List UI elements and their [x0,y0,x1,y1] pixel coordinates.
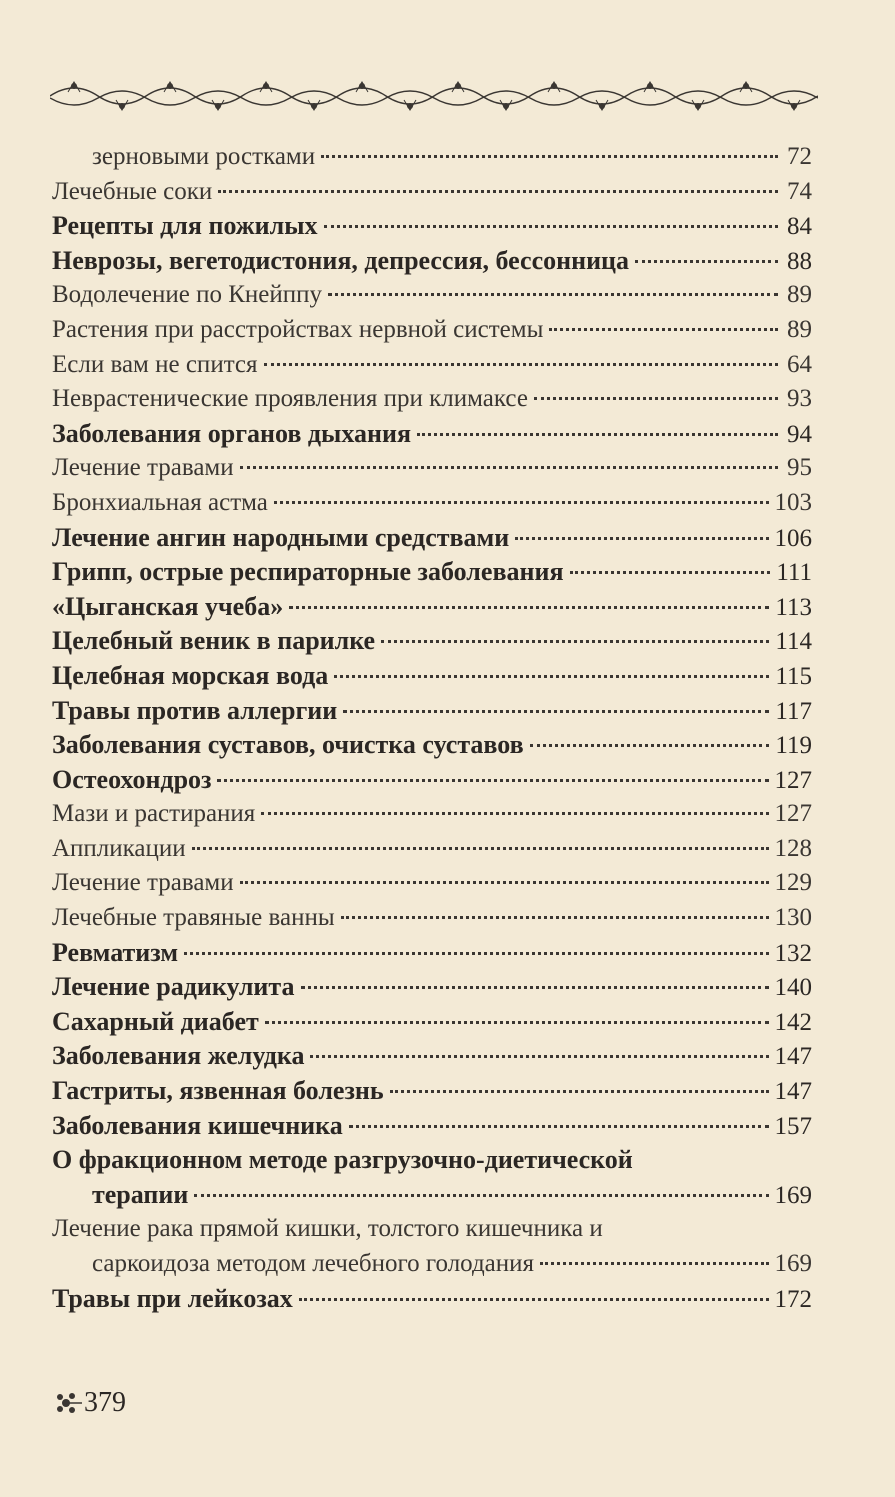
dot-leader [570,571,771,574]
dot-leader [530,744,770,747]
toc-entry-page: 95 [787,454,812,482]
toc-entry [52,901,812,936]
toc-entry-title: Сахарный диабет [52,1006,259,1036]
dot-leader [381,640,769,643]
toc-entry [52,1005,812,1040]
toc-entry [52,382,812,417]
toc-entry [52,555,812,590]
toc-entry-page: 129 [774,869,812,897]
toc-entry-title: Лечебные травяные ванны [52,904,335,932]
toc-entry-page: 94 [787,420,812,448]
toc-entry-title: Целебный веник в парилке [52,626,376,656]
dot-leader [240,466,778,469]
dot-leader [289,606,769,609]
toc-entry-title: саркоидоза методом лечебного голодания [92,1250,535,1277]
toc-entry-title: Лечение ангин народными средствами [52,522,510,552]
toc-entry-page: 89 [787,315,812,343]
floral-ornament-icon [50,74,818,118]
toc-entry-title: Бронхиальная астма [52,488,268,516]
dot-leader [417,433,778,436]
toc-entry-page: 111 [776,559,812,587]
toc-entry-page: 169 [774,1250,812,1277]
toc-entry-title: Заболевания суставов, очистка суставов [52,730,524,760]
toc-entry-title: Травы против аллергии [52,695,338,725]
toc-entry [52,1074,812,1109]
toc-entry [52,313,812,348]
toc-entry [52,970,812,1005]
toc-entry [52,866,812,901]
toc-entry-title: зерновыми ростками [92,143,316,170]
toc-entry [52,1247,812,1282]
toc-entry-title: Лечение рака прямой кишки, толстого кишечника и [52,1215,603,1243]
toc-entry [52,694,812,729]
toc-entry-title: Неврозы, вегетодистония, депрессия, бессонница [52,245,630,275]
dot-leader [515,537,768,540]
dot-leader [264,363,778,366]
toc-entry [52,1143,812,1178]
toc-entry-title: терапии [92,1179,189,1209]
toc-entry-title: Гастриты, язвенная болезнь [52,1076,384,1106]
toc-entry-page: 84 [787,213,812,241]
toc-entry-title: Остеохондроз [52,764,212,794]
toc-entry [52,348,812,383]
toc-entry-page: 127 [774,800,812,828]
toc-entry [52,278,812,313]
toc-entry [52,763,812,798]
toc-entry-title: Лечение травами [52,454,234,482]
toc-entry-page: 128 [774,834,812,862]
toc-entry [52,1282,812,1317]
toc-entry-page: 114 [775,628,812,656]
dot-leader [265,1021,769,1024]
toc-entry-page: 117 [775,697,812,725]
toc-entry [52,797,812,832]
dot-leader [324,225,778,228]
dot-leader [310,1055,768,1058]
toc-entry-page: 93 [787,385,812,413]
toc-entry [52,832,812,867]
toc-entry [52,1109,812,1144]
dot-leader [343,710,769,713]
dot-leader [301,986,769,989]
toc-entry [52,209,812,244]
toc-entry-page: 89 [787,281,812,309]
toc-entry-page: 74 [787,177,812,205]
dot-leader [299,1298,769,1301]
toc-entry-page: 72 [787,143,812,170]
dot-leader [349,1125,769,1128]
dot-leader [334,675,769,678]
toc-entry-title: Заболевания кишечника [52,1110,343,1140]
toc-entry [52,728,812,763]
toc-entry-page: 142 [774,1008,812,1036]
dot-leader [192,847,769,850]
toc-entry [52,451,812,486]
toc-entry [52,1212,812,1247]
toc-entry [52,624,812,659]
toc-entry-title: Лечение травами [52,869,234,897]
toc-entry-title: О фракционном методе разгрузочно-диетической [52,1145,633,1175]
toc-entry [52,1039,812,1074]
toc-entry-page: 130 [774,904,812,932]
dot-leader [635,260,778,263]
dot-leader [184,952,768,955]
toc-entry-title: Заболевания органов дыхания [52,418,412,448]
toc-entry-page: 132 [774,939,812,967]
toc-entry [52,659,812,694]
toc-entry-page: 172 [774,1285,812,1313]
toc-entry [52,140,812,175]
toc-entry-title: Рецепты для пожилых [52,211,318,241]
toc-entry-page: 147 [774,1078,812,1106]
dot-leader [390,1090,769,1093]
toc-entry-page: 127 [774,766,812,794]
toc-entry-title: Целебная морская вода [52,660,329,690]
dot-leader [549,328,778,331]
dot-leader [218,190,778,193]
toc-entry-page: 64 [787,350,812,378]
toc-entry-title: «Цыганская учеба» [52,591,284,621]
toc-entry [52,521,812,556]
toc-entry-page: 103 [774,488,812,516]
dot-leader [274,501,769,504]
toc-entry-page: 115 [775,662,812,690]
toc-entry-page: 113 [775,593,812,621]
dot-leader [217,779,768,782]
toc-entry-page: 106 [774,524,812,552]
toc-entry-title: Растения при расстройствах нервной системы [52,315,544,343]
page-number: 379 [84,1387,126,1418]
toc-entry [52,590,812,625]
toc-entry-page: 140 [774,974,812,1002]
toc-entry-title: Мази и растирания [52,800,256,828]
toc-entry-page: 119 [775,732,812,760]
toc-entry-page: 88 [787,247,812,275]
toc-entry [52,175,812,210]
dot-leader [341,916,769,919]
toc-entry-page: 157 [774,1112,812,1140]
page-folio [52,1378,126,1428]
toc-entry-title: Заболевания желудка [52,1041,305,1071]
dot-leader [321,155,778,158]
toc-entry-title: Аппликации [52,834,186,862]
toc-entry-title: Грипп, острые респираторные заболевания [52,557,564,587]
toc-entry-title: Если вам не спится [52,350,258,378]
dot-leader [534,397,778,400]
dot-leader [194,1194,768,1197]
table-of-contents [52,140,812,1316]
floral-border-ornament [50,74,818,118]
toc-entry-title: Неврастенические проявления при климаксе [52,385,528,413]
dot-leader [328,293,778,296]
toc-entry-title: Водолечение по Кнейппу [52,281,322,309]
dot-leader [540,1262,768,1265]
dot-leader [261,812,768,815]
toc-entry-title: Травы при лейкозах [52,1283,293,1313]
toc-entry [52,244,812,279]
toc-entry [52,417,812,452]
toc-entry-title: Лечение радикулита [52,972,295,1002]
toc-entry-page: 147 [774,1043,812,1071]
toc-entry-title: Лечебные соки [52,177,213,205]
toc-entry [52,1178,812,1213]
toc-entry-page: 169 [774,1181,812,1209]
toc-entry-title: Ревматизм [52,937,179,967]
toc-entry [52,936,812,971]
dot-leader [240,881,769,884]
toc-entry [52,486,812,521]
